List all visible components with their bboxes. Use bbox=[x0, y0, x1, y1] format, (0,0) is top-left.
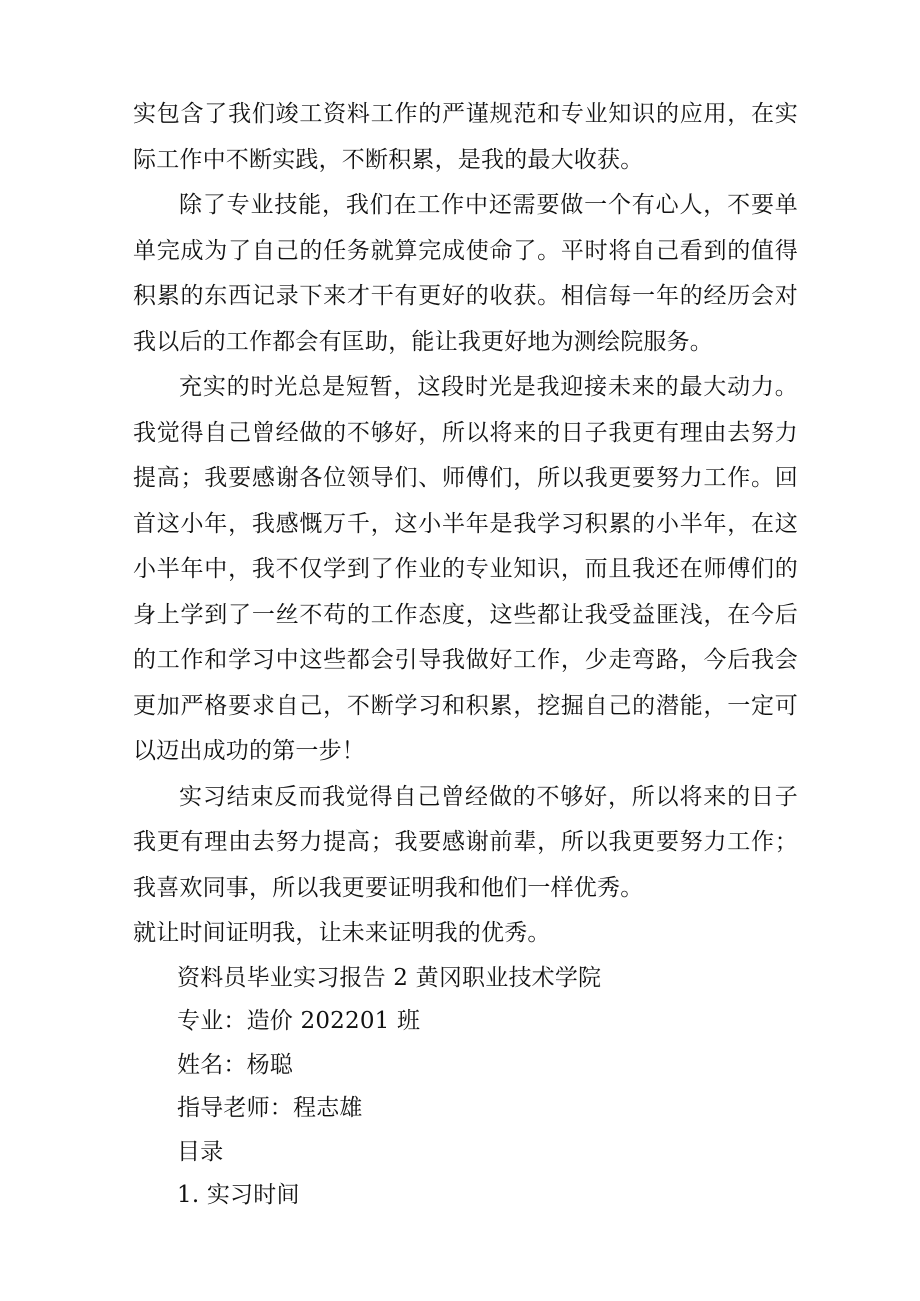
toc-heading: 目录 bbox=[177, 1138, 224, 1165]
major-line: 专业：造价 202201 班 bbox=[177, 1008, 421, 1034]
paragraph-continuation: 实包含了我们竣工资料工作的严谨规范和专业知识的应用，在实际工作中不断实践，不断积累，是我的最大收获。 bbox=[133, 101, 798, 173]
name-line: 姓名：杨聪 bbox=[177, 1051, 293, 1078]
advisor-line: 指导老师：程志雄 bbox=[177, 1095, 363, 1121]
paragraph-fulfilling-time: 充实的时光总是短暂，这段时光是我迎接未来的最大动力。我觉得自己曾经做的不够好，所以将来的日子我更有理由去努力提高；我要感谢各位领导们、师傅们，所以我更要努力工作。回首这小年，我感慨万千，这小半年是我学习积累的小半年，在这小半年中，我不仅学到了作业的专业知识，而且我还在师傅们的身上学到了一丝不苟的工作态度，这些都让我受益匪浅，在今后的工作和学习中这些都会引导我做好工作，少走弯路，今后我会更加严格要求自己，不断学习和积累，挖掘自己的潜能，一定可以迈出成功的第一步！ bbox=[133, 374, 798, 764]
report-title: 资料员毕业实习报告 2 黄冈职业技术学院 bbox=[177, 964, 602, 991]
document-content bbox=[133, 92, 798, 1218]
paragraph-professional-skills: 除了专业技能，我们在工作中还需要做一个有心人，不要单单完成为了自己的任务就算完成使命了。平时将自己看到的值得积累的东西记录下来才干有更好的收获。相信每一年的经历会对我以后的工作都会有匡助，能让我更好地为测绘院服务。 bbox=[133, 192, 798, 355]
paragraph-internship-ending: 实习结束反而我觉得自己曾经做的不够好，所以将来的日子我更有理由去努力提高；我要感谢前辈，所以我更要努力工作；我喜欢同事，所以我更要证明我和他们一样优秀。 bbox=[133, 783, 798, 901]
paragraph-closing-statement: 就让时间证明我，让未来证明我的优秀。 bbox=[133, 920, 551, 946]
toc-item-internship-time: 1. 实习时间 bbox=[177, 1182, 300, 1208]
